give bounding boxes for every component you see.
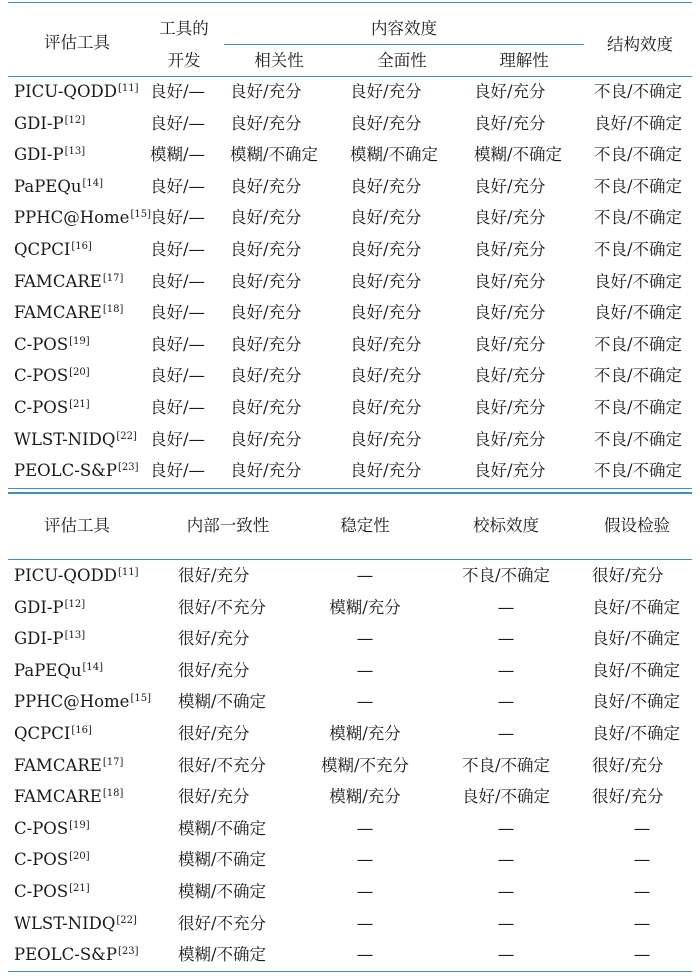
cell-comp: 良好/充分 (350, 366, 422, 386)
cell-und: 良好/充分 (474, 208, 546, 228)
cell-dev: 模糊/— (150, 145, 206, 165)
cell-rel: 良好/充分 (230, 334, 302, 354)
tool-name-cell (14, 208, 151, 228)
header-stability: 稳定性 (340, 516, 390, 535)
tool-name-cell (14, 145, 85, 165)
cell-stab: — (356, 566, 374, 585)
tool-name: GDI-P (14, 597, 64, 617)
cell-comp: 良好/充分 (350, 176, 422, 196)
cell-comp: 良好/充分 (350, 334, 422, 354)
cell-ic: 很好/不充分 (178, 597, 267, 617)
header2-tool: 评估工具 (44, 516, 110, 535)
cell-und: 模糊/不确定 (474, 145, 563, 165)
reference-marker: [13] (64, 630, 86, 642)
cell-dev: 良好/— (150, 366, 206, 386)
table-row (8, 756, 692, 780)
cell-struct: 良好/不确定 (594, 271, 683, 291)
cell-comp: 良好/充分 (350, 429, 422, 449)
cell-dev: 良好/— (150, 461, 206, 481)
cell-comp: 良好/充分 (350, 398, 422, 417)
table-row (8, 208, 692, 232)
reference-marker: [16] (71, 725, 92, 736)
header-internal-consistency: 内部一致性 (186, 516, 270, 535)
table-row (8, 461, 692, 485)
cell-rel: 良好/充分 (230, 366, 302, 386)
tool-name: WLST-NIDQ (14, 913, 116, 933)
cell-struct: 不良/不确定 (594, 240, 683, 259)
tool-name: PICU-QODD (14, 82, 117, 101)
cell-stab: 模糊/充分 (329, 597, 401, 617)
cell-hyp: 很好/充分 (592, 755, 664, 775)
header-dev-line1: 工具的 (159, 19, 209, 38)
tool-name-cell (14, 914, 137, 934)
tool-name-cell (14, 366, 90, 386)
cell-struct: 不良/不确定 (594, 208, 683, 228)
reference-marker: [17] (102, 756, 124, 768)
table-row (8, 303, 692, 327)
cell-und: 良好/充分 (474, 240, 546, 259)
cell-ic: 模糊/不确定 (178, 818, 267, 838)
reference-marker: [13] (64, 146, 86, 158)
reference-marker: [14] (82, 661, 104, 673)
cell-und: 良好/充分 (474, 334, 546, 354)
header-comprehensiveness: 全面性 (377, 51, 427, 70)
cell-dev: 良好/— (150, 303, 206, 323)
content-validity-underline (224, 44, 584, 45)
reference-marker: [14] (82, 177, 104, 189)
cell-comp: 良好/充分 (350, 461, 422, 481)
tool-name-cell (14, 82, 138, 102)
cell-hyp: 良好/不确定 (592, 692, 681, 712)
cell-struct: 不良/不确定 (594, 461, 683, 481)
cell-ic: 很好/不充分 (178, 755, 267, 775)
tool-name-cell (14, 661, 103, 681)
cell-crit: — (497, 660, 515, 680)
reference-marker: [16] (71, 241, 92, 252)
tool-name-cell (14, 850, 90, 870)
header-structural-validity: 结构效度 (607, 35, 673, 54)
cell-stab: 模糊/充分 (329, 787, 401, 807)
reference-marker: [19] (69, 819, 90, 831)
cell-crit: 不良/不确定 (461, 755, 551, 775)
reference-marker: [12] (64, 114, 86, 126)
tool-name: QCPCI (14, 240, 71, 259)
table-other-properties (8, 496, 692, 978)
cell-dev: 良好/— (150, 82, 206, 101)
cell-crit: — (497, 692, 515, 712)
cell-stab: — (356, 629, 374, 649)
reference-marker: [18] (102, 788, 124, 800)
cell-hyp: 很好/充分 (592, 566, 664, 585)
table-row (8, 945, 692, 969)
cell-und: 良好/充分 (474, 429, 546, 449)
cell-und: 良好/充分 (474, 176, 546, 196)
cell-stab: — (356, 882, 374, 901)
table-row (8, 272, 692, 296)
cell-ic: 模糊/不确定 (178, 882, 267, 901)
cell-crit: — (497, 945, 515, 965)
cell-hyp: — (633, 913, 651, 933)
table1-bottom-rule (8, 488, 692, 489)
header-hypothesis-testing: 假设检验 (604, 516, 670, 535)
table-row (8, 566, 692, 590)
header-tool: 评估工具 (44, 33, 110, 52)
table-row (8, 787, 692, 811)
table-row (8, 629, 692, 653)
reference-marker: [21] (69, 399, 90, 410)
cell-hyp: — (633, 850, 651, 870)
cell-ic: 模糊/不确定 (178, 945, 267, 965)
cell-struct: 不良/不确定 (594, 398, 683, 417)
cell-ic: 很好/充分 (178, 629, 250, 649)
tool-name: C-POS (14, 818, 69, 838)
tool-name-cell (14, 724, 92, 744)
cell-stab: — (356, 945, 374, 965)
cell-stab: 模糊/充分 (329, 724, 401, 743)
reference-marker: [17] (102, 272, 124, 284)
tool-name: C-POS (14, 850, 69, 870)
cell-dev: 良好/— (150, 334, 206, 354)
cell-struct: 良好/不确定 (594, 113, 683, 133)
tool-name-cell (14, 787, 123, 807)
cell-rel: 良好/充分 (230, 461, 302, 481)
cell-stab: — (356, 692, 374, 712)
tool-name-cell (14, 629, 85, 649)
cell-und: 良好/充分 (474, 461, 546, 481)
cell-comp: 模糊/不确定 (350, 145, 439, 165)
header-criterion-validity: 校标效度 (473, 516, 539, 535)
cell-crit: — (497, 882, 515, 901)
tool-name-cell (14, 598, 85, 618)
table-row (8, 240, 692, 264)
cell-struct: 不良/不确定 (594, 429, 683, 449)
tool-name-cell (14, 430, 137, 450)
table-row (8, 882, 692, 906)
cell-crit: — (497, 913, 515, 933)
cell-ic: 很好/充分 (178, 724, 250, 743)
cell-hyp: 良好/不确定 (592, 629, 681, 649)
tool-name: PaPEQu (14, 176, 82, 196)
cell-struct: 不良/不确定 (594, 145, 683, 165)
tool-name-cell (14, 819, 90, 839)
reference-marker: [21] (69, 883, 90, 894)
tool-name: C-POS (14, 366, 69, 386)
tool-name: PPHC@Home (14, 208, 130, 228)
header-relevance: 相关性 (254, 51, 304, 70)
cell-ic: 很好/充分 (178, 566, 250, 585)
cell-comp: 良好/充分 (350, 113, 422, 133)
reference-marker: [20] (69, 367, 90, 379)
cell-stab: — (356, 818, 374, 838)
cell-dev: 良好/— (150, 208, 206, 228)
cell-struct: 不良/不确定 (594, 176, 683, 196)
cell-und: 良好/充分 (474, 82, 546, 101)
tool-name: GDI-P (14, 145, 64, 165)
cell-stab: 模糊/不充分 (320, 755, 410, 775)
tool-name-cell (14, 272, 123, 292)
cell-rel: 良好/充分 (230, 82, 302, 101)
table-row (8, 724, 692, 748)
reference-marker: [12] (64, 598, 86, 610)
table-row (8, 366, 692, 390)
cell-und: 良好/充分 (474, 113, 546, 133)
tool-name: GDI-P (14, 113, 64, 133)
header-dev-line2: 开发 (167, 51, 201, 70)
tool-name-cell (14, 177, 103, 197)
header-comprehensibility: 理解性 (499, 51, 549, 70)
table-row (8, 398, 692, 422)
cell-dev: 良好/— (150, 176, 206, 196)
tool-name: PaPEQu (14, 660, 82, 680)
reference-marker: [15] (130, 693, 151, 705)
cell-ic: 很好/充分 (178, 660, 250, 680)
cell-dev: 良好/— (150, 271, 206, 291)
cell-und: 良好/充分 (474, 398, 546, 417)
tool-name-cell (14, 566, 138, 586)
tool-name-cell (14, 335, 90, 355)
tool-name: WLST-NIDQ (14, 429, 116, 449)
tool-name: PEOLC-S&P (14, 461, 117, 481)
tool-name-cell (14, 398, 90, 418)
cell-rel: 良好/充分 (230, 113, 302, 133)
tool-name: QCPCI (14, 724, 71, 743)
tool-name: GDI-P (14, 629, 64, 649)
cell-crit: — (497, 724, 515, 743)
cell-ic: 模糊/不确定 (178, 850, 267, 870)
reference-marker: [19] (69, 335, 90, 347)
tool-name-cell (14, 461, 138, 481)
table-row (8, 114, 692, 138)
cell-ic: 模糊/不确定 (178, 692, 267, 712)
table-row (8, 145, 692, 169)
cell-hyp: 良好/不确定 (592, 724, 681, 743)
table-row (8, 850, 692, 874)
table-row (8, 430, 692, 454)
reference-marker: [20] (69, 851, 90, 863)
cell-struct: 不良/不确定 (594, 334, 683, 354)
cell-rel: 良好/充分 (230, 398, 302, 417)
table-row (8, 661, 692, 685)
cell-crit: — (497, 629, 515, 649)
cell-hyp: 良好/不确定 (592, 660, 681, 680)
section-separator (8, 492, 692, 494)
reference-marker: [11] (117, 83, 139, 94)
cell-struct: 良好/不确定 (594, 303, 683, 323)
table-row (8, 82, 692, 106)
tool-name-cell (14, 114, 85, 134)
tool-name: PICU-QODD (14, 566, 117, 585)
tool-name: C-POS (14, 398, 69, 417)
cell-crit: 不良/不确定 (461, 566, 551, 585)
cell-dev: 良好/— (150, 398, 206, 417)
tool-name: FAMCARE (14, 787, 102, 807)
reference-marker: [18] (102, 304, 124, 316)
tool-name-cell (14, 882, 90, 902)
table2-bottom-rule (8, 971, 692, 972)
cell-crit: — (497, 818, 515, 838)
reference-marker: [15] (130, 209, 151, 221)
tool-name-cell (14, 303, 123, 323)
cell-rel: 良好/充分 (230, 176, 302, 196)
cell-dev: 良好/— (150, 429, 206, 449)
header-content-validity: 内容效度 (371, 19, 437, 38)
tool-name-cell (14, 240, 92, 260)
cell-hyp: 良好/不确定 (592, 597, 681, 617)
table-content-validity (8, 0, 692, 490)
table-row (8, 692, 692, 716)
cell-rel: 良好/充分 (230, 429, 302, 449)
tool-name: FAMCARE (14, 755, 102, 775)
tool-name: PEOLC-S&P (14, 945, 117, 965)
reference-marker: [22] (116, 914, 137, 926)
tool-name-cell (14, 692, 151, 712)
cell-struct: 不良/不确定 (594, 366, 683, 386)
tool-name: C-POS (14, 334, 69, 354)
cell-crit: 良好/不确定 (461, 787, 551, 807)
table-row (8, 598, 692, 622)
cell-stab: — (356, 850, 374, 870)
cell-und: 良好/充分 (474, 303, 546, 323)
cell-und: 良好/充分 (474, 366, 546, 386)
cell-dev: 良好/— (150, 113, 206, 133)
table1-top-rule (8, 2, 692, 3)
cell-rel: 良好/充分 (230, 240, 302, 259)
tool-name: C-POS (14, 882, 69, 901)
table-row (8, 177, 692, 201)
reference-marker: [23] (117, 946, 139, 958)
tool-name-cell (14, 756, 123, 776)
reference-marker: [23] (117, 462, 139, 474)
tool-name: FAMCARE (14, 303, 102, 323)
cell-stab: — (356, 660, 374, 680)
cell-hyp: — (633, 882, 651, 901)
table-row (8, 335, 692, 359)
cell-comp: 良好/充分 (350, 82, 422, 101)
cell-hyp: — (633, 945, 651, 965)
cell-crit: — (497, 597, 515, 617)
cell-comp: 良好/充分 (350, 240, 422, 259)
cell-hyp: 很好/充分 (592, 787, 664, 807)
table-row (8, 819, 692, 843)
cell-comp: 良好/充分 (350, 208, 422, 228)
cell-rel: 良好/充分 (230, 271, 302, 291)
cell-ic: 很好/充分 (178, 787, 250, 807)
cell-stab: — (356, 913, 374, 933)
cell-rel: 模糊/不确定 (230, 145, 319, 165)
tool-name-cell (14, 945, 138, 965)
reference-marker: [11] (117, 567, 139, 578)
cell-comp: 良好/充分 (350, 303, 422, 323)
cell-und: 良好/充分 (474, 271, 546, 291)
table2-header-rule (8, 559, 692, 560)
cell-hyp: — (633, 818, 651, 838)
cell-dev: 良好/— (150, 240, 206, 259)
cell-rel: 良好/充分 (230, 303, 302, 323)
cell-rel: 良好/充分 (230, 208, 302, 228)
cell-comp: 良好/充分 (350, 271, 422, 291)
cell-crit: — (497, 850, 515, 870)
cell-struct: 不良/不确定 (594, 82, 683, 101)
tool-name: FAMCARE (14, 271, 102, 291)
tool-name: PPHC@Home (14, 692, 130, 712)
reference-marker: [22] (116, 430, 137, 442)
table1-header-rule (8, 76, 692, 77)
table-row (8, 914, 692, 938)
cell-ic: 很好/不充分 (178, 913, 267, 933)
